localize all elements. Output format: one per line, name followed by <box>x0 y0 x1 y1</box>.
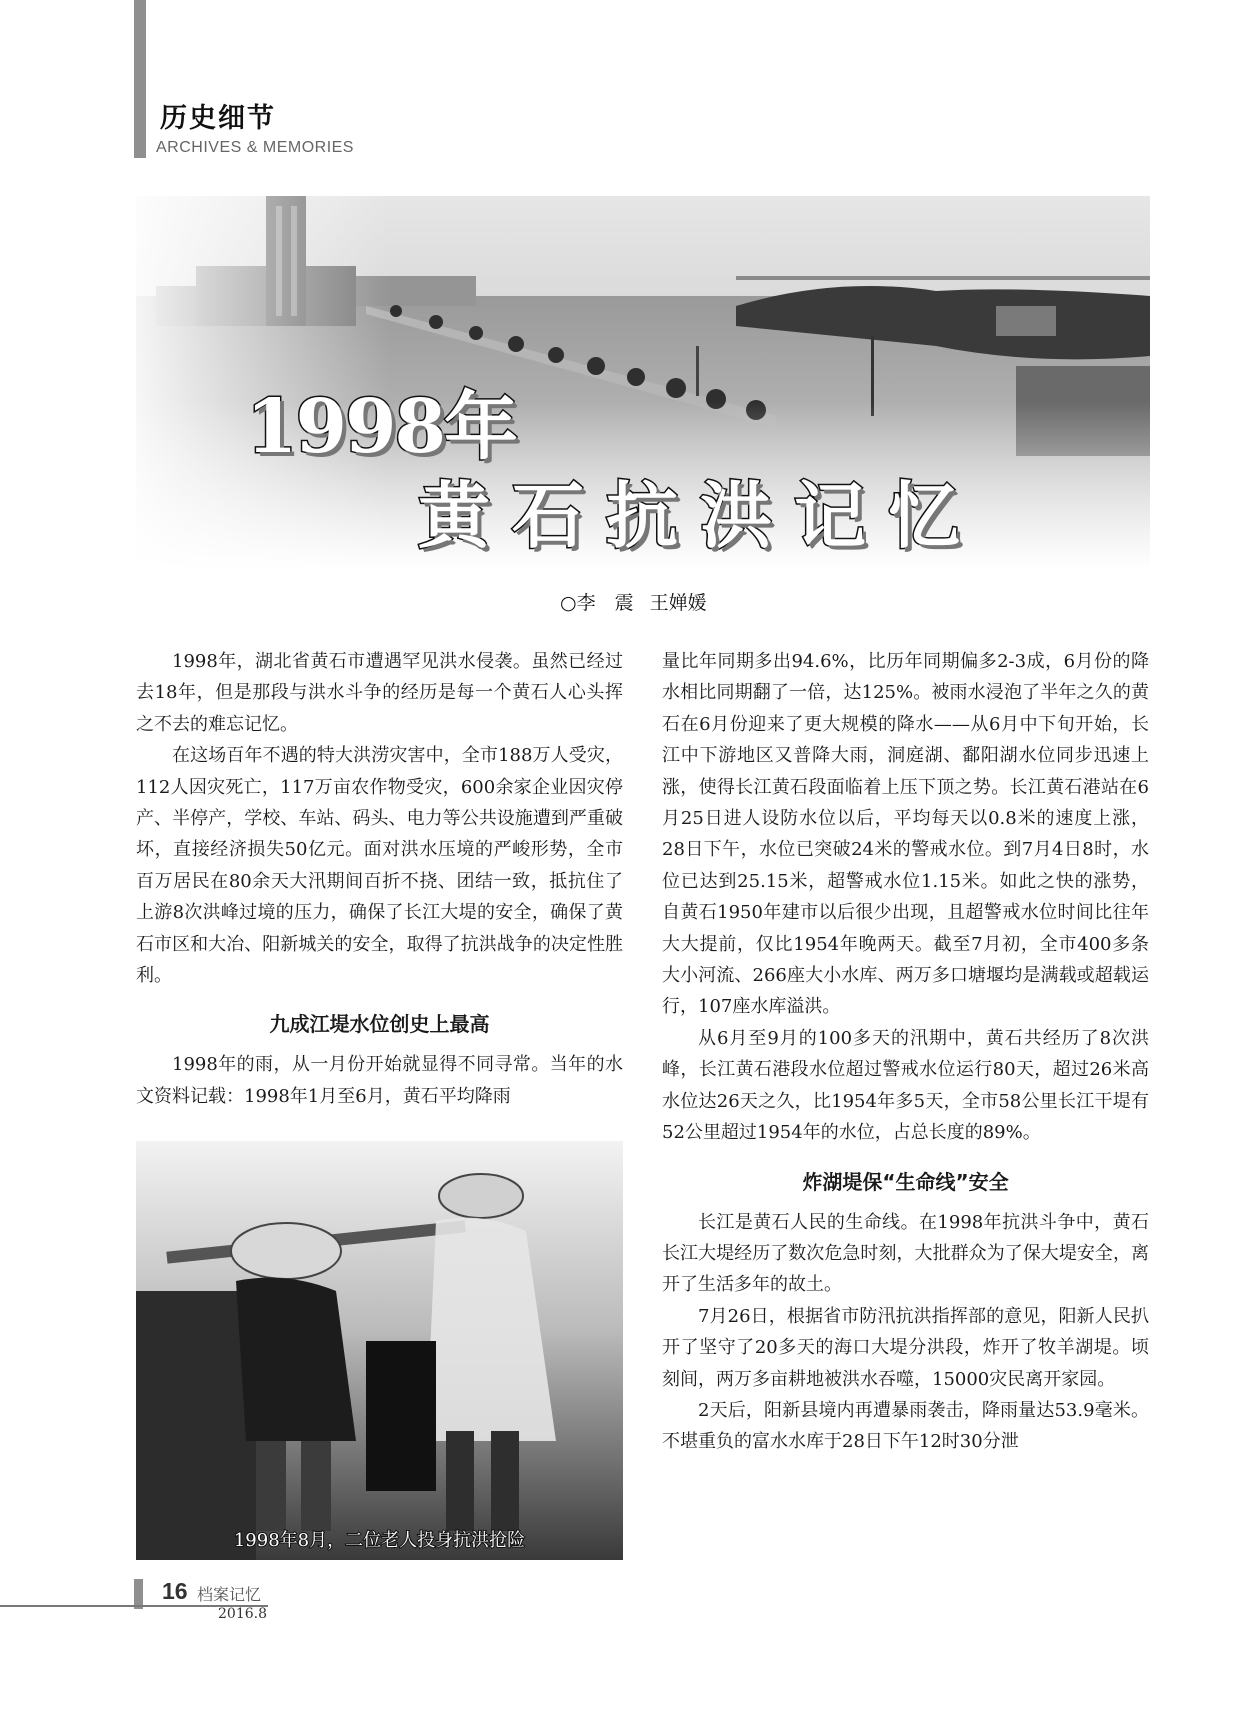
right-column <box>662 646 1149 1458</box>
header-accent-bar <box>134 0 146 158</box>
photo-illustration <box>136 1141 623 1560</box>
hero-year: 1998年 <box>246 384 516 470</box>
section-title: 历史细节 <box>160 103 276 134</box>
issue-date: 2016.8 <box>218 1606 267 1622</box>
photo-elderly-flood-workers <box>136 1141 623 1560</box>
author-2: 王婵媛 <box>649 592 707 614</box>
section-heading-2: 炸湖堤保“生命线”安全 <box>802 1169 1009 1194</box>
paragraph: 7月26日，根据省市防汛抗洪指挥部的意见，阳新人民扒开了坚守了20多天的海口大堤分洪段，炸开了牧羊湖堤。顷刻间，两万多亩耕地被洪水吞噬，15000灾民离开家园。 <box>662 1305 1149 1390</box>
author-1: ○李 震 <box>560 592 634 614</box>
hero-title: 黄石抗洪记忆 <box>418 473 983 558</box>
section-subtitle: ARCHIVES & MEMORIES <box>156 139 354 156</box>
magazine-name: 档案记忆 <box>197 1585 262 1604</box>
left-column <box>136 646 623 1112</box>
paragraph: 量比年同期多出94.6%，比历年同期偏多2-3成，6月份的降水相比同期翻了一倍，达125%。被雨水浸泡了半年之久的黄石在6月份迎来了更大规模的降水——从6月中下旬开始，长江中下游地区又普降大雨，洞庭湖、鄱阳湖水位同步迅速上涨，使得长江黄石段面临着上压下顶之势。长江黄石港站在6月25日进人设防水位以后，平均每天以0.8米的速度上涨，28日下午，水位已突破24米的警戒水位。到7月4日8时，水位已达到25.15米，超警戒水位1.15米。如此之快的涨势，自黄石1950年建市以后很少出现，且超警戒水位时间比往年大大提前，仅比1954年晚两天。截至7月初，全市400多条大小河流、266座大小水库、两万多口塘堰均是满载或超载运行，107座水库溢洪。 <box>662 651 1149 1018</box>
paragraph: 在这场百年不遇的特大洪涝灾害中，全市188万人受灾，112人因灾死亡，117万亩农作物受灾，600余家企业因灾停产、半停产，学校、车站、码头、电力等公共设施遭到严重破坏，直接经济损失50亿元。面对洪水压境的严峻形势，全市百万居民在80余天大汛期间百折不挠、团结一致，抵抗住了上游8次洪峰过境的压力，确保了长江大堤的安全，确保了黄石市区和大冶、阳新城关的安全，取得了抗洪战争的决定性胜利。 <box>136 745 623 987</box>
paragraph: 1998年，湖北省黄石市遭遇罕见洪水侵袭。虽然已经过去18年，但是那段与洪水斗争的经历是每一个黄石人心头挥之不去的难忘记忆。 <box>136 651 623 735</box>
paragraph: 1998年的雨，从一月份开始就显得不同寻常。当年的水文资料记载：1998年1月至6月，黄石平均降雨 <box>136 1054 623 1107</box>
hero-banner <box>136 196 1150 570</box>
paragraph: 2天后，阳新县境内再遭暴雨袭击，降雨量达53.9毫米。不堪重负的富水水库于28日下午12时30分泄 <box>662 1399 1149 1453</box>
section-heading-1: 九成江堤水位创史上最高 <box>269 1012 490 1037</box>
byline <box>560 588 717 615</box>
paragraph: 从6月至9月的100多天的汛期中，黄石共经历了8次洪峰，长江黄石港段水位超过警戒水位运行80天，超过26米高水位达26天之久，比1954年多5天，全市58公里长江干堤有52公里超过1954年的水位，占总长度的89%。 <box>662 1027 1149 1144</box>
page-number: 16 <box>162 1578 188 1604</box>
photo-caption: 1998年8月，二位老人投身抗洪抢险 <box>233 1530 526 1551</box>
paragraph: 长江是黄石人民的生命线。在1998年抗洪斗争中，黄石长江大堤经历了数次危急时刻，大批群众为了保大堤安全，离开了生活多年的故土。 <box>662 1211 1149 1296</box>
